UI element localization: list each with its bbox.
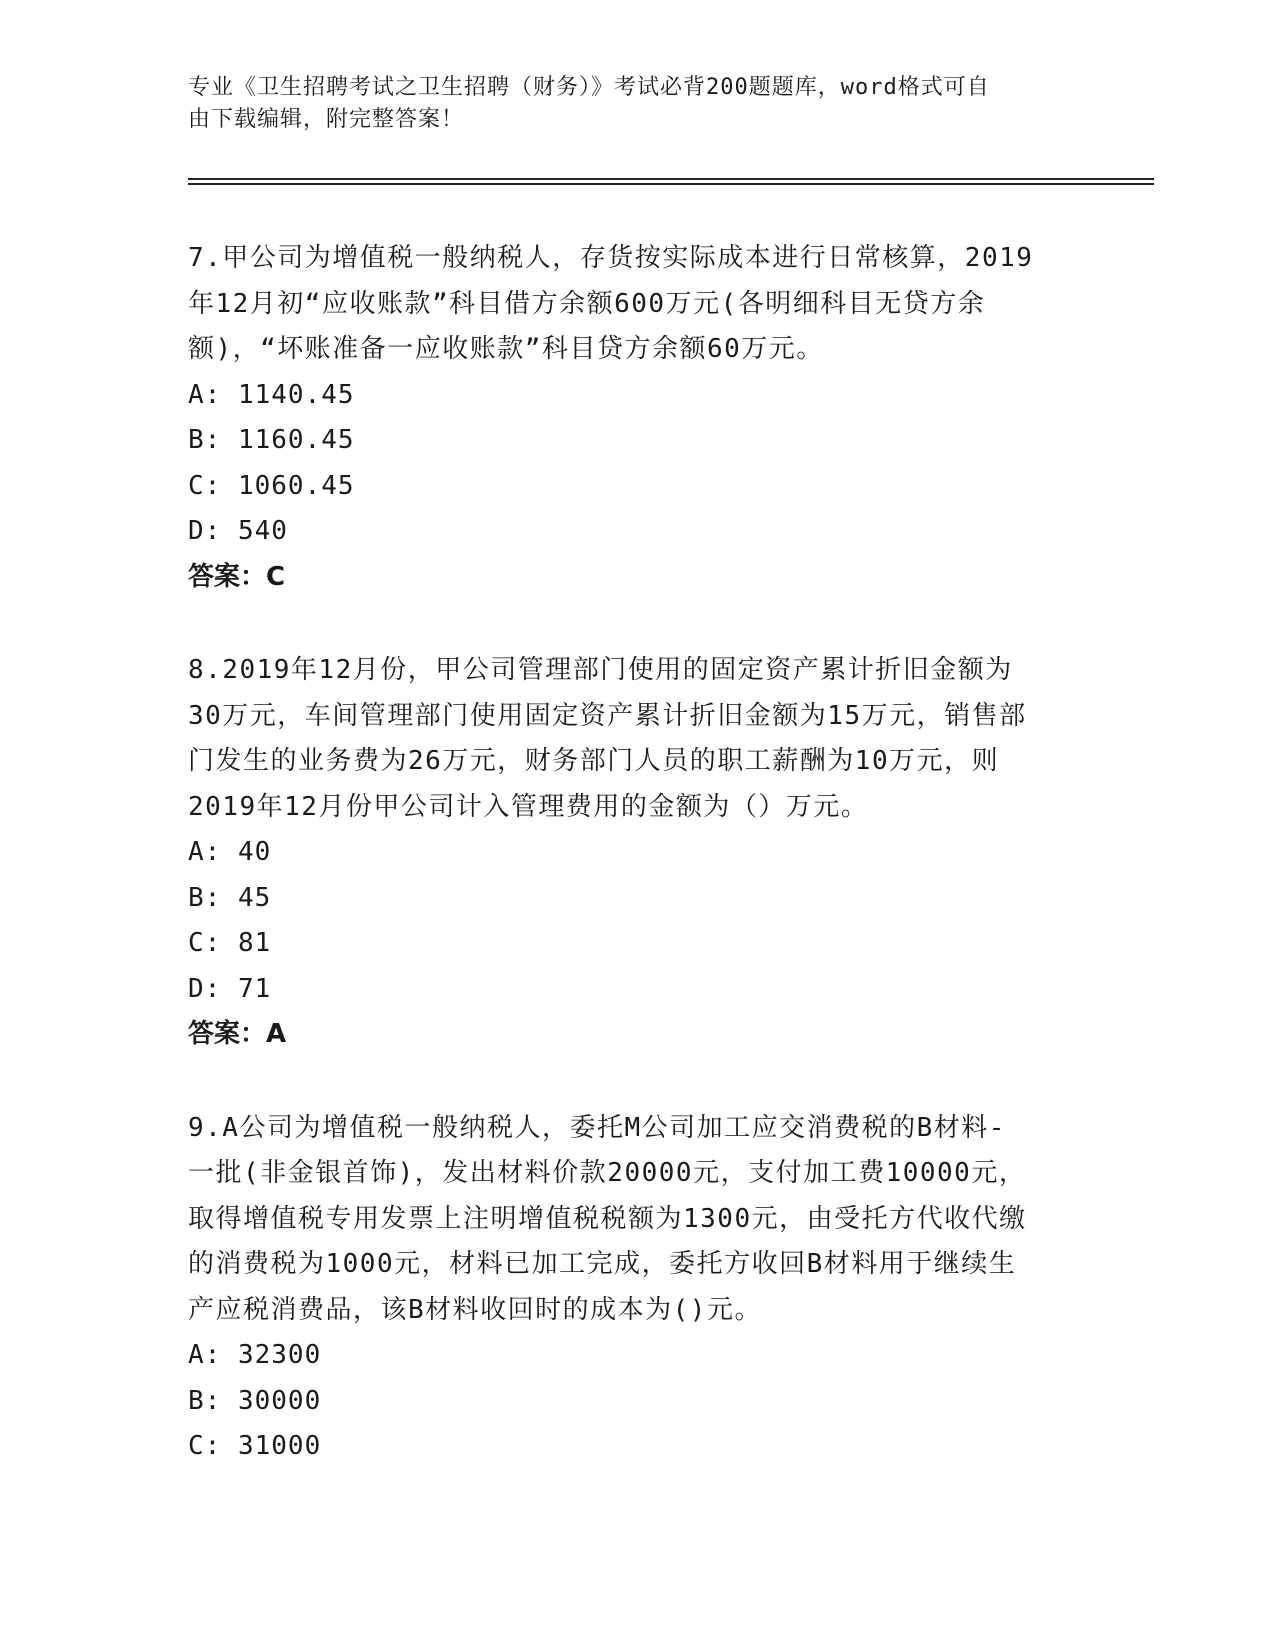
option-c: C: 81 (188, 928, 272, 958)
option-c: C: 31000 (188, 1431, 322, 1461)
option-d: D: 540 (188, 516, 288, 546)
option-a: A: 32300 (188, 1340, 322, 1370)
option-b: B: 1160.45 (188, 425, 355, 455)
option-a: A: 40 (188, 837, 272, 867)
question-text: 8.2019年12月份，甲公司管理部门使用的固定资产累计折旧金额为 30万元，车间管理部门使用固定资产累计折旧金额为15万元，销售部 门发生的业务费为26万元，财务部门人员的职工薪酬为10万元，则 2019年12月份甲公司计入管理费用的金额为（）万元。 (188, 655, 1027, 822)
header-line-1: 专业《卫生招聘考试之卫生招聘（财务）》考试必背200题题库，word格式可自 (188, 75, 990, 100)
answer: 答案：A (188, 1019, 287, 1049)
question-list (188, 236, 1088, 1518)
option-c: C: 1060.45 (188, 470, 355, 501)
header-line-2: 由下载编辑，附完整答案！ (188, 107, 465, 132)
question-8 (188, 648, 1088, 1058)
header-divider-bottom (188, 183, 1154, 185)
question-text: 7.甲公司为增值税一般纳税人，存货按实际成本进行日常核算，2019 年12月初“应收账款”科目借方余额600万元(各明细科目无贷方余 额)，“坏账准备一应收账款”科目贷方余额60万元。 (188, 243, 1034, 364)
option-b: B: 30000 (188, 1385, 322, 1416)
question-text: 9.A公司为增值税一般纳税人，委托M公司加工应交消费税的B材料- 一批(非金银首饰)，发出材料价款20000元，支付加工费10000元， 取得增值税专用发票上注明增值税税额为1300元，由受托方代收代缴 的消费税为1000元，材料已加工完成，委托方收回B材料用于继续生 产应税消费品，该B材料收回时的成本为()元。 (188, 1112, 1027, 1325)
question-9 (188, 1106, 1088, 1470)
question-7 (188, 236, 1088, 600)
option-a: A: 1140.45 (188, 379, 355, 410)
option-b: B: 45 (188, 882, 272, 913)
document-header (188, 72, 1078, 136)
option-d: D: 71 (188, 973, 272, 1004)
header-divider-top (188, 178, 1154, 180)
answer: 答案：C (188, 561, 286, 592)
